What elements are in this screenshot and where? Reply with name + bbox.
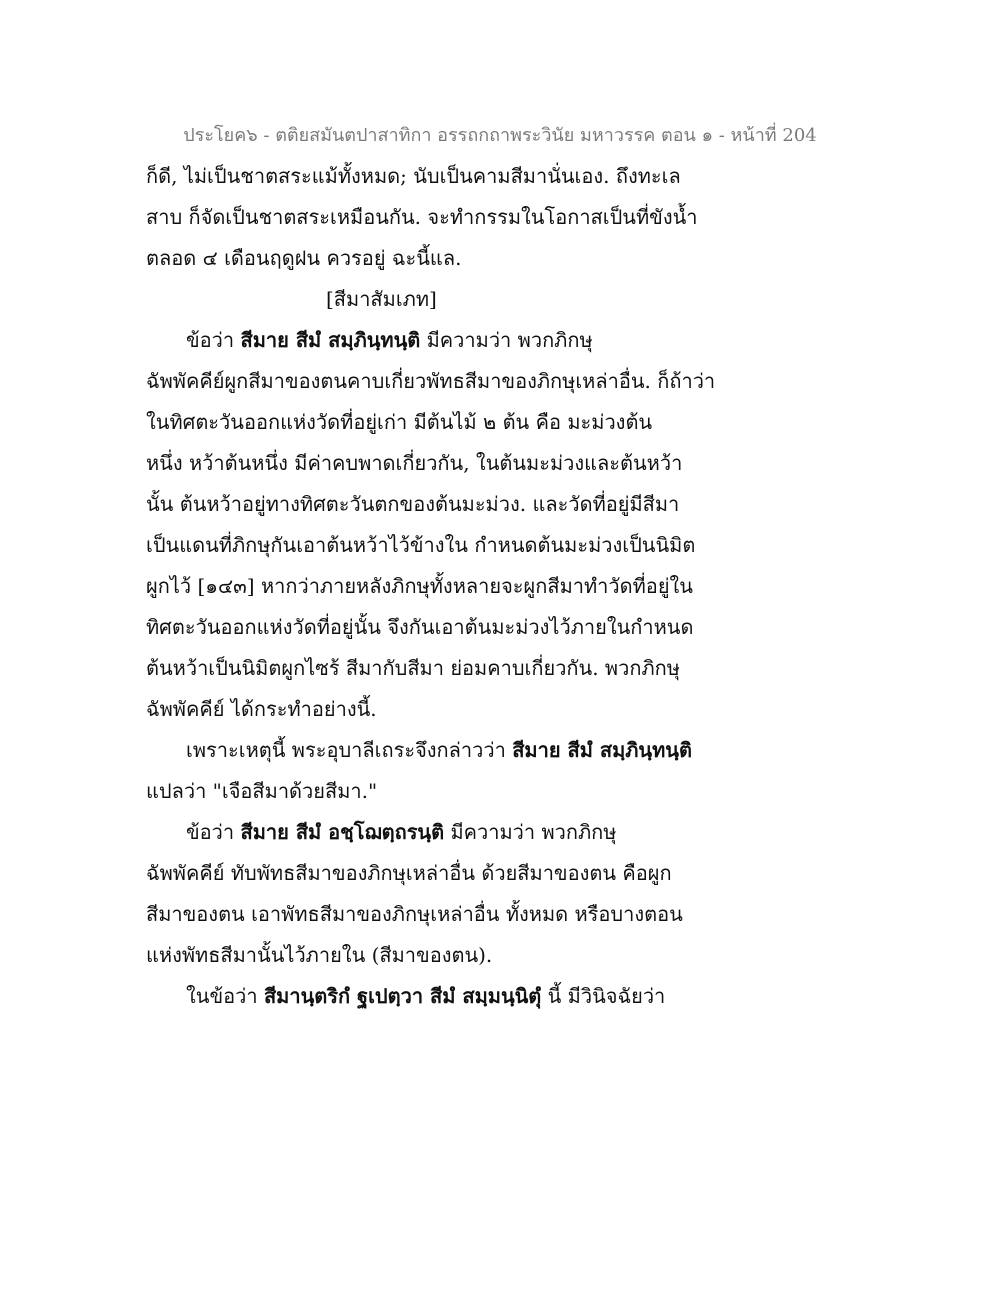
text-line: ข้อว่า สีมาย สีมํ สมฺภินฺทนฺติ มีความว่า พวกภิกษุ — [186, 328, 593, 352]
running-header-text: ประโยค๖ - ตติยสมันตปาสาทิกา อรรถกถาพระวินัย มหาวรรค ตอน ๑ - หน้าที่ 204 — [183, 125, 817, 146]
pali-term: สีมาย สีมํ สมฺภินฺทนฺติ — [240, 328, 421, 352]
body-text — [146, 156, 716, 1017]
text-line: สีมาของตน เอาพัทธสีมาของภิกษุเหล่าอื่น ทั้งหมด หรือบางตอน — [146, 902, 683, 926]
text-line: แห่งพัทธสีมานั้นไว้ภายใน (สีมาของตน). — [146, 943, 493, 967]
text-line: ทิศตะวันออกแห่งวัดที่อยู่นั้น จึงกันเอาต้นมะม่วงไว้ภายในกำหนด — [146, 615, 694, 639]
text-line: แปลว่า "เจือสีมาด้วยสีมา." — [146, 779, 378, 803]
text-line: ต้นหว้าเป็นนิมิตผูกไซร้ สีมากับสีมา ย่อมคาบเกี่ยวกัน. พวกภิกษุ — [146, 656, 680, 680]
text-line: เป็นแดนที่ภิกษุกันเอาต้นหว้าไว้ข้างใน กำหนดต้นมะม่วงเป็นนิมิต — [146, 533, 696, 557]
text-line: ก็ดี, ไม่เป็นชาตสระแม้ทั้งหมด; นับเป็นคามสีมานั่นเอง. ถึงทะเล — [146, 164, 681, 188]
text-line: ผูกไว้ [๑๔๓] หากว่าภายหลังภิกษุทั้งหลายจะผูกสีมาทำวัดที่อยู่ใน — [146, 574, 693, 598]
section-heading: [สีมาสัมเภท] — [326, 287, 437, 311]
text-line: ฉัพพัคคีย์ผูกสีมาของตนคาบเกี่ยวพัทธสีมาของภิกษุเหล่าอื่น. ก็ถ้าว่า — [146, 369, 716, 393]
text-line: ฉัพพัคคีย์ ทับพัทธสีมาของภิกษุเหล่าอื่น ด้วยสีมาของตน คือผูก — [146, 861, 672, 885]
pali-term: สีมาย สีมํ อชฺโฌตฺถรนฺติ — [240, 820, 445, 844]
text-line: นั้น ต้นหว้าอยู่ทางทิศตะวันตกของต้นมะม่วง. และวัดที่อยู่มีสีมา — [146, 492, 680, 516]
text-line: หนึ่ง หว้าต้นหนึ่ง มีค่าคบพาดเกี่ยวกัน, ในต้นมะม่วงและต้นหว้า — [146, 451, 683, 475]
text-line: ในข้อว่า สีมานฺตริกํ ฐเปตฺวา สีมํ สมฺมนฺนิตุํ นี้ มีวินิจฉัยว่า — [186, 984, 666, 1008]
text-line: ฉัพพัคคีย์ ได้กระทำอย่างนี้. — [146, 697, 377, 721]
text-line: เพราะเหตุนี้ พระอุบาลีเถระจึงกล่าวว่า สีมาย สีมํ สมฺภินฺทนฺติ — [186, 738, 692, 762]
pali-term: สีมานฺตริกํ ฐเปตฺวา สีมํ สมฺมนฺนิตุํ — [263, 984, 542, 1008]
running-header — [0, 120, 1000, 149]
text-line: ตลอด ๔ เดือนฤดูฝน ควรอยู่ ฉะนี้แล. — [146, 246, 462, 270]
pali-term: สีมาย สีมํ สมฺภินฺทนฺติ — [512, 738, 692, 762]
text-line: ในทิศตะวันออกแห่งวัดที่อยู่เก่า มีต้นไม้ ๒ ต้น คือ มะม่วงต้น — [146, 410, 653, 434]
text-line: สาบ ก็จัดเป็นชาตสระเหมือนกัน. จะทำกรรมในโอกาสเป็นที่ขังน้ำ — [146, 205, 698, 229]
text-line: ข้อว่า สีมาย สีมํ อชฺโฌตฺถรนฺติ มีความว่า พวกภิกษุ — [186, 820, 617, 844]
